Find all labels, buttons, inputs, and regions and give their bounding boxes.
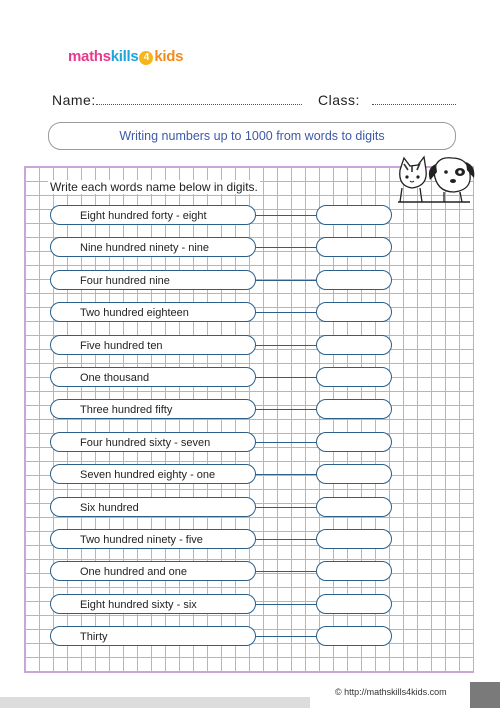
answer-box[interactable] <box>316 464 392 484</box>
connector-line <box>256 247 316 248</box>
dog-icon <box>429 158 474 202</box>
answer-box[interactable] <box>316 335 392 355</box>
footer-corner <box>470 682 500 708</box>
name-field[interactable] <box>96 104 302 105</box>
answer-box[interactable] <box>316 594 392 614</box>
number-word-label: Two hundred eighteen <box>50 302 256 322</box>
connector-line <box>256 604 316 605</box>
connector-line <box>256 474 316 475</box>
worksheet-title: Writing numbers up to 1000 from words to digits <box>119 129 385 143</box>
number-word-label: Thirty <box>50 626 256 646</box>
instruction-text: Write each words name below in digits. <box>50 180 258 194</box>
connector-line <box>256 215 316 216</box>
answer-box[interactable] <box>316 497 392 517</box>
number-word-label: Three hundred fifty <box>50 399 256 419</box>
connector-line <box>256 312 316 313</box>
logo <box>68 48 183 65</box>
answer-box[interactable] <box>316 302 392 322</box>
number-word-label: Nine hundred ninety - nine <box>50 237 256 257</box>
logo-maths: maths <box>68 48 111 65</box>
number-word-label: Four hundred sixty - seven <box>50 432 256 452</box>
answer-box[interactable] <box>316 529 392 549</box>
footer-url: © http://mathskills4kids.com <box>335 687 447 697</box>
footer-stripe <box>0 697 310 708</box>
connector-line <box>256 539 316 540</box>
answer-box[interactable] <box>316 399 392 419</box>
answer-box[interactable] <box>316 205 392 225</box>
connector-line <box>256 507 316 508</box>
number-word-label: Four hundred nine <box>50 270 256 290</box>
answer-box[interactable] <box>316 237 392 257</box>
connector-line <box>256 442 316 443</box>
answer-box[interactable] <box>316 367 392 387</box>
title-banner <box>48 122 456 150</box>
number-word-label: One thousand <box>50 367 256 387</box>
cat-icon <box>400 157 426 202</box>
answer-box[interactable] <box>316 626 392 646</box>
number-word-label: Two hundred ninety - five <box>50 529 256 549</box>
number-word-label: Six hundred <box>50 497 256 517</box>
connector-line <box>256 409 316 410</box>
number-word-label: Eight hundred forty - eight <box>50 205 256 225</box>
number-word-label: Seven hundred eighty - one <box>50 464 256 484</box>
logo-kills: kills <box>110 48 139 65</box>
logo-kids: kids <box>154 48 184 65</box>
logo-four: 4 <box>139 51 153 65</box>
answer-box[interactable] <box>316 432 392 452</box>
number-word-label: Five hundred ten <box>50 335 256 355</box>
connector-line <box>256 345 316 346</box>
connector-line <box>256 636 316 637</box>
number-word-label: One hundred and one <box>50 561 256 581</box>
cat-dog-illustration <box>390 150 480 220</box>
class-field[interactable] <box>372 104 456 105</box>
connector-line <box>256 377 316 378</box>
answer-box[interactable] <box>316 270 392 290</box>
connector-line <box>256 571 316 572</box>
answer-box[interactable] <box>316 561 392 581</box>
number-word-label: Eight hundred sixty - six <box>50 594 256 614</box>
name-label: Name: <box>52 92 96 108</box>
connector-line <box>256 280 316 281</box>
class-label: Class: <box>318 92 360 108</box>
